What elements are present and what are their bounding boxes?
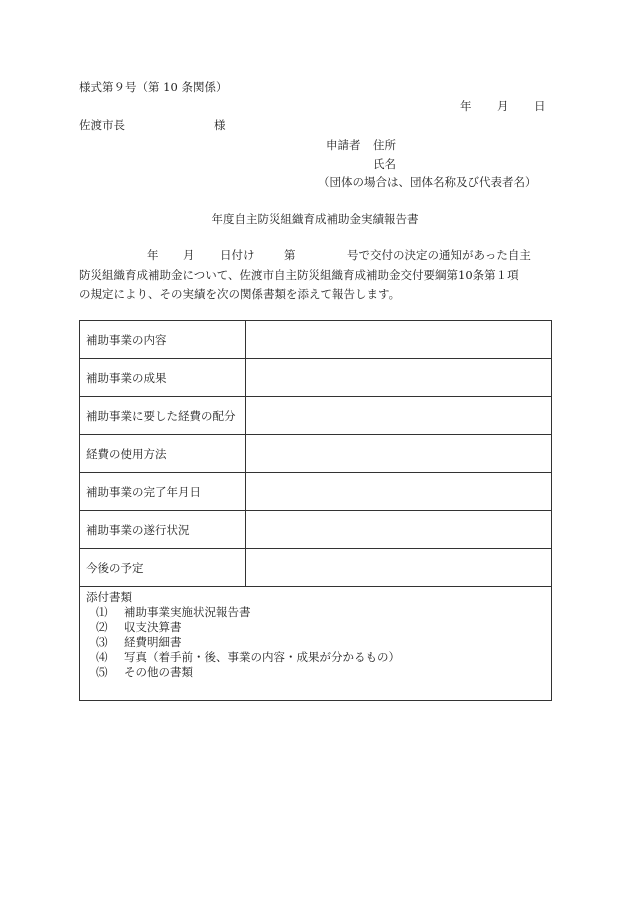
attachment-text: 補助事業実施状況報告書 bbox=[124, 605, 251, 619]
attachment-item bbox=[86, 605, 545, 620]
body-dai-label: 第 bbox=[284, 248, 296, 262]
row-label: 補助事業の完了年月日 bbox=[80, 473, 246, 511]
attachment-number: ⑴ bbox=[96, 605, 108, 619]
row-value[interactable] bbox=[246, 549, 552, 587]
row-value[interactable] bbox=[246, 397, 552, 435]
row-label: 今後の予定 bbox=[80, 549, 246, 587]
table-row bbox=[80, 321, 552, 359]
date-day-label: 日 bbox=[534, 99, 546, 113]
row-value[interactable] bbox=[246, 435, 552, 473]
attachment-item bbox=[86, 635, 545, 650]
body-line-3: の規定により、その実績を次の関係書類を添えて報告します。 bbox=[79, 287, 401, 301]
row-value[interactable] bbox=[246, 511, 552, 549]
date-month-label: 月 bbox=[497, 99, 509, 113]
row-label: 経費の使用方法 bbox=[80, 435, 246, 473]
attachment-number: ⑵ bbox=[96, 620, 108, 634]
document-title: 年度自主防災組織育成補助金実績報告書 bbox=[211, 212, 419, 226]
row-label: 補助事業に要した経費の配分 bbox=[80, 397, 246, 435]
attachment-number: ⑷ bbox=[96, 650, 108, 664]
attachments-row bbox=[80, 587, 552, 701]
form-number: 様式第９号（第 10 条関係） bbox=[79, 80, 228, 94]
applicant-name-label: 氏名 bbox=[373, 157, 396, 171]
attachment-number: ⑸ bbox=[96, 665, 108, 679]
table-row bbox=[80, 549, 552, 587]
attachments-title: 添付書類 bbox=[86, 590, 132, 604]
body-line1-rest: 号で交付の決定の通知があった自主 bbox=[347, 248, 531, 262]
applicant-org-note: （団体の場合は、団体名称及び代表者名） bbox=[318, 175, 537, 189]
row-label: 補助事業の成果 bbox=[80, 359, 246, 397]
row-value[interactable] bbox=[246, 321, 552, 359]
attachment-number: ⑶ bbox=[96, 635, 108, 649]
attachment-text: 収支決算書 bbox=[124, 620, 182, 634]
date-year-label: 年 bbox=[460, 99, 472, 113]
table-row bbox=[80, 435, 552, 473]
attachment-item bbox=[86, 620, 545, 635]
row-label: 補助事業の遂行状況 bbox=[80, 511, 246, 549]
attachment-text: 写真（着手前・後、事業の内容・成果が分かるもの） bbox=[124, 650, 400, 664]
table-row bbox=[80, 397, 552, 435]
attachments-cell bbox=[80, 587, 552, 701]
row-label: 補助事業の内容 bbox=[80, 321, 246, 359]
body-day-label: 日付け bbox=[220, 248, 255, 262]
attachment-item bbox=[86, 665, 545, 680]
attachment-text: 経費明細書 bbox=[124, 635, 182, 649]
row-value[interactable] bbox=[246, 473, 552, 511]
table-row bbox=[80, 511, 552, 549]
addressee-mayor: 佐渡市長 bbox=[79, 118, 125, 132]
table-row bbox=[80, 473, 552, 511]
applicant-label: 申請者 bbox=[326, 138, 361, 152]
applicant-address-label: 住所 bbox=[373, 138, 396, 152]
addressee-honorific: 様 bbox=[214, 118, 226, 132]
row-value[interactable] bbox=[246, 359, 552, 397]
body-line-2: 防災組織育成補助金について、佐渡市自主防災組織育成補助金交付要綱第10条第１項 bbox=[79, 268, 519, 282]
report-table bbox=[79, 320, 552, 701]
attachment-text: その他の書類 bbox=[124, 665, 193, 679]
table-row bbox=[80, 359, 552, 397]
body-month-label: 月 bbox=[183, 248, 195, 262]
attachment-item bbox=[86, 650, 545, 665]
body-year-label: 年 bbox=[147, 248, 159, 262]
